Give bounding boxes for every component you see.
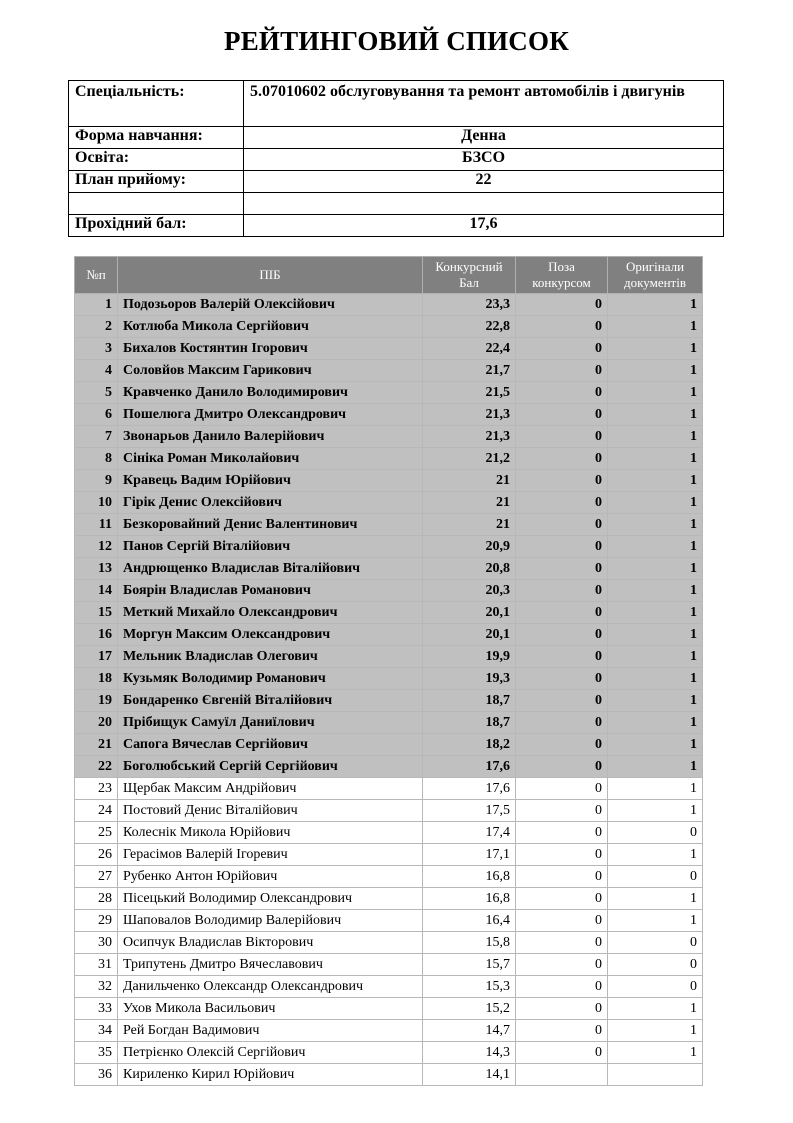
- row-number: 19: [75, 690, 118, 712]
- competition-score: 19,9: [423, 646, 516, 668]
- original-documents: 1: [608, 580, 703, 602]
- original-documents: 1: [608, 1042, 703, 1064]
- table-row: [75, 448, 703, 470]
- passing-score-value: 17,6: [244, 215, 724, 237]
- applicant-name: Мельник Владислав Олегович: [118, 646, 423, 668]
- table-row: [75, 1020, 703, 1042]
- original-documents: 1: [608, 294, 703, 316]
- original-documents: 1: [608, 492, 703, 514]
- admission-plan-label: План прийому:: [69, 171, 244, 193]
- competition-score: 14,1: [423, 1064, 516, 1086]
- table-row: [75, 602, 703, 624]
- applicant-name: Кравченко Данило Володимирович: [118, 382, 423, 404]
- table-header-row: [75, 257, 703, 294]
- applicant-name: Соловйов Максим Гарикович: [118, 360, 423, 382]
- original-documents: 1: [608, 646, 703, 668]
- original-documents: 1: [608, 910, 703, 932]
- applicant-name: Андрющенко Владислав Віталійович: [118, 558, 423, 580]
- applicant-name: Герасімов Валерій Ігоревич: [118, 844, 423, 866]
- row-number: 8: [75, 448, 118, 470]
- original-documents: 1: [608, 470, 703, 492]
- original-documents: 1: [608, 1020, 703, 1042]
- competition-score: 21,3: [423, 404, 516, 426]
- applicant-name: Кравець Вадим Юрійович: [118, 470, 423, 492]
- table-row: [75, 558, 703, 580]
- row-number: 13: [75, 558, 118, 580]
- out-of-competition: 0: [516, 800, 608, 822]
- original-documents: 1: [608, 602, 703, 624]
- out-of-competition: 0: [516, 316, 608, 338]
- table-row: [75, 932, 703, 954]
- competition-score: 15,2: [423, 998, 516, 1020]
- applicant-name: Осипчук Владислав Вікторович: [118, 932, 423, 954]
- table-row: [75, 338, 703, 360]
- row-number: 10: [75, 492, 118, 514]
- applicant-name: Боголюбський Сергій Сергійович: [118, 756, 423, 778]
- row-number: 26: [75, 844, 118, 866]
- out-of-competition: 0: [516, 558, 608, 580]
- original-documents: 1: [608, 668, 703, 690]
- header-originals: Оригінали документів: [608, 257, 703, 294]
- applicant-name: Щербак Максим Андрійович: [118, 778, 423, 800]
- out-of-competition: 0: [516, 536, 608, 558]
- applicant-name: Данильченко Олександр Олександрович: [118, 976, 423, 998]
- row-number: 14: [75, 580, 118, 602]
- applicant-name: Колеснік Микола Юрійович: [118, 822, 423, 844]
- applicant-name: Котлюба Микола Сергійович: [118, 316, 423, 338]
- applicant-name: Моргун Максим Олександрович: [118, 624, 423, 646]
- header-number: №п: [75, 257, 118, 294]
- original-documents: 0: [608, 976, 703, 998]
- original-documents: 1: [608, 712, 703, 734]
- out-of-competition: 0: [516, 932, 608, 954]
- table-row: [75, 360, 703, 382]
- original-documents: 0: [608, 822, 703, 844]
- table-row: [75, 1042, 703, 1064]
- competition-score: 16,8: [423, 866, 516, 888]
- out-of-competition: 0: [516, 602, 608, 624]
- original-documents: 1: [608, 426, 703, 448]
- competition-score: 21,7: [423, 360, 516, 382]
- row-number: 28: [75, 888, 118, 910]
- original-documents: 1: [608, 734, 703, 756]
- competition-score: 20,3: [423, 580, 516, 602]
- applicant-name: Бондаренко Євгеній Віталійович: [118, 690, 423, 712]
- applicant-name: Меткий Михайло Олександрович: [118, 602, 423, 624]
- table-row: [75, 888, 703, 910]
- competition-score: 21,5: [423, 382, 516, 404]
- out-of-competition: 0: [516, 646, 608, 668]
- applicant-name: Звонарьов Данило Валерійович: [118, 426, 423, 448]
- out-of-competition: 0: [516, 294, 608, 316]
- competition-score: 14,3: [423, 1042, 516, 1064]
- competition-score: 20,9: [423, 536, 516, 558]
- row-number: 5: [75, 382, 118, 404]
- table-row: [75, 954, 703, 976]
- applicant-name: Трипутень Дмитро Вячеславович: [118, 954, 423, 976]
- out-of-competition: 0: [516, 734, 608, 756]
- header-name: ПІБ: [118, 257, 423, 294]
- competition-score: 21: [423, 514, 516, 536]
- out-of-competition: 0: [516, 426, 608, 448]
- competition-score: 21: [423, 470, 516, 492]
- applicant-name: Пісецький Володимир Олександрович: [118, 888, 423, 910]
- row-number: 25: [75, 822, 118, 844]
- row-number: 20: [75, 712, 118, 734]
- out-of-competition: [516, 1064, 608, 1086]
- competition-score: 18,2: [423, 734, 516, 756]
- competition-score: 20,1: [423, 624, 516, 646]
- competition-score: 16,8: [423, 888, 516, 910]
- table-row: [75, 294, 703, 316]
- out-of-competition: 0: [516, 866, 608, 888]
- competition-score: 21: [423, 492, 516, 514]
- applicant-name: Боярін Владислав Романович: [118, 580, 423, 602]
- original-documents: 1: [608, 316, 703, 338]
- out-of-competition: 0: [516, 712, 608, 734]
- table-row: [75, 756, 703, 778]
- original-documents: 1: [608, 690, 703, 712]
- original-documents: 1: [608, 778, 703, 800]
- original-documents: 0: [608, 866, 703, 888]
- out-of-competition: 0: [516, 998, 608, 1020]
- original-documents: 1: [608, 338, 703, 360]
- applicant-name: Ухов Микола Васильович: [118, 998, 423, 1020]
- applicant-name: Пошелюга Дмитро Олександрович: [118, 404, 423, 426]
- out-of-competition: 0: [516, 514, 608, 536]
- header-out-of-competition: Поза конкурсом: [516, 257, 608, 294]
- applicant-name: Прібищук Самуїл Даниїлович: [118, 712, 423, 734]
- table-row: [75, 778, 703, 800]
- competition-score: 19,3: [423, 668, 516, 690]
- education-label: Освіта:: [69, 149, 244, 171]
- competition-score: 22,4: [423, 338, 516, 360]
- row-number: 32: [75, 976, 118, 998]
- original-documents: 0: [608, 954, 703, 976]
- competition-score: 21,3: [423, 426, 516, 448]
- row-number: 15: [75, 602, 118, 624]
- out-of-competition: 0: [516, 822, 608, 844]
- original-documents: 1: [608, 558, 703, 580]
- out-of-competition: 0: [516, 624, 608, 646]
- original-documents: 1: [608, 448, 703, 470]
- table-row: [75, 976, 703, 998]
- out-of-competition: 0: [516, 888, 608, 910]
- original-documents: 1: [608, 624, 703, 646]
- out-of-competition: 0: [516, 910, 608, 932]
- out-of-competition: 0: [516, 492, 608, 514]
- competition-score: 21,2: [423, 448, 516, 470]
- table-row: [75, 1064, 703, 1086]
- table-row: [75, 734, 703, 756]
- page-title: РЕЙТИНГОВИЙ СПИСОК: [224, 26, 569, 56]
- original-documents: 1: [608, 756, 703, 778]
- applicant-name: Шаповалов Володимир Валерійович: [118, 910, 423, 932]
- table-row: [75, 822, 703, 844]
- original-documents: 1: [608, 360, 703, 382]
- rating-table: [74, 256, 703, 1086]
- original-documents: 0: [608, 932, 703, 954]
- applicant-name: Петрієнко Олексій Сергійович: [118, 1042, 423, 1064]
- table-row: [75, 536, 703, 558]
- empty-cell: [244, 193, 724, 215]
- specialty-value: 5.07010602 обслуговування та ремонт автомобілів і двигунів: [244, 81, 724, 127]
- out-of-competition: 0: [516, 338, 608, 360]
- table-row: [75, 382, 703, 404]
- row-number: 22: [75, 756, 118, 778]
- table-row: [75, 800, 703, 822]
- applicant-name: Гірік Денис Олексійович: [118, 492, 423, 514]
- competition-score: 22,8: [423, 316, 516, 338]
- row-number: 35: [75, 1042, 118, 1064]
- table-row: [75, 316, 703, 338]
- applicant-name: Бихалов Костянтин Ігорович: [118, 338, 423, 360]
- original-documents: 1: [608, 514, 703, 536]
- admission-plan-value: 22: [244, 171, 724, 193]
- original-documents: [608, 1064, 703, 1086]
- education-value: БЗСО: [244, 149, 724, 171]
- competition-score: 16,4: [423, 910, 516, 932]
- row-number: 34: [75, 1020, 118, 1042]
- out-of-competition: 0: [516, 580, 608, 602]
- out-of-competition: 0: [516, 360, 608, 382]
- study-form-value: Денна: [244, 127, 724, 149]
- study-form-label: Форма навчання:: [69, 127, 244, 149]
- competition-score: 17,6: [423, 778, 516, 800]
- applicant-name: Сініка Роман Миколайович: [118, 448, 423, 470]
- out-of-competition: 0: [516, 976, 608, 998]
- row-number: 33: [75, 998, 118, 1020]
- out-of-competition: 0: [516, 1042, 608, 1064]
- competition-score: 17,5: [423, 800, 516, 822]
- row-number: 4: [75, 360, 118, 382]
- applicant-name: Сапога Вячеслав Сергійович: [118, 734, 423, 756]
- row-number: 23: [75, 778, 118, 800]
- table-row: [75, 844, 703, 866]
- table-row: [75, 426, 703, 448]
- table-row: [75, 404, 703, 426]
- out-of-competition: 0: [516, 404, 608, 426]
- out-of-competition: 0: [516, 470, 608, 492]
- table-row: [75, 514, 703, 536]
- applicant-name: Панов Сергій Віталійович: [118, 536, 423, 558]
- table-row: [75, 646, 703, 668]
- table-row: [75, 470, 703, 492]
- applicant-name: Кириленко Кирил Юрійович: [118, 1064, 423, 1086]
- table-row: [75, 712, 703, 734]
- competition-score: 15,3: [423, 976, 516, 998]
- applicant-name: Безкоровайний Денис Валентинович: [118, 514, 423, 536]
- row-number: 16: [75, 624, 118, 646]
- row-number: 18: [75, 668, 118, 690]
- applicant-name: Кузьмяк Володимир Романович: [118, 668, 423, 690]
- row-number: 21: [75, 734, 118, 756]
- original-documents: 1: [608, 998, 703, 1020]
- original-documents: 1: [608, 800, 703, 822]
- competition-score: 17,1: [423, 844, 516, 866]
- original-documents: 1: [608, 382, 703, 404]
- specialty-label: Спеціальність:: [69, 81, 244, 127]
- competition-score: 20,8: [423, 558, 516, 580]
- competition-score: 15,7: [423, 954, 516, 976]
- out-of-competition: 0: [516, 690, 608, 712]
- original-documents: 1: [608, 404, 703, 426]
- header-score: Конкурсний Бал: [423, 257, 516, 294]
- row-number: 2: [75, 316, 118, 338]
- applicant-name: Постовий Денис Віталійович: [118, 800, 423, 822]
- out-of-competition: 0: [516, 844, 608, 866]
- row-number: 12: [75, 536, 118, 558]
- applicant-name: Рей Богдан Вадимович: [118, 1020, 423, 1042]
- empty-cell: [69, 193, 244, 215]
- applicant-name: Подозьоров Валерій Олексійович: [118, 294, 423, 316]
- table-row: [75, 624, 703, 646]
- original-documents: 1: [608, 844, 703, 866]
- out-of-competition: 0: [516, 756, 608, 778]
- table-row: [75, 492, 703, 514]
- table-row: [75, 866, 703, 888]
- row-number: 27: [75, 866, 118, 888]
- original-documents: 1: [608, 888, 703, 910]
- competition-score: 18,7: [423, 712, 516, 734]
- competition-score: 17,6: [423, 756, 516, 778]
- out-of-competition: 0: [516, 382, 608, 404]
- table-row: [75, 690, 703, 712]
- original-documents: 1: [608, 536, 703, 558]
- competition-score: 15,8: [423, 932, 516, 954]
- competition-score: 23,3: [423, 294, 516, 316]
- row-number: 3: [75, 338, 118, 360]
- competition-score: 17,4: [423, 822, 516, 844]
- row-number: 24: [75, 800, 118, 822]
- admission-info-table: [68, 80, 724, 237]
- row-number: 1: [75, 294, 118, 316]
- out-of-competition: 0: [516, 668, 608, 690]
- row-number: 36: [75, 1064, 118, 1086]
- out-of-competition: 0: [516, 448, 608, 470]
- competition-score: 20,1: [423, 602, 516, 624]
- table-row: [75, 910, 703, 932]
- applicant-name: Рубенко Антон Юрійович: [118, 866, 423, 888]
- row-number: 9: [75, 470, 118, 492]
- table-row: [75, 668, 703, 690]
- out-of-competition: 0: [516, 954, 608, 976]
- row-number: 6: [75, 404, 118, 426]
- row-number: 7: [75, 426, 118, 448]
- passing-score-label: Прохідний бал:: [69, 215, 244, 237]
- row-number: 11: [75, 514, 118, 536]
- row-number: 30: [75, 932, 118, 954]
- out-of-competition: 0: [516, 778, 608, 800]
- out-of-competition: 0: [516, 1020, 608, 1042]
- table-row: [75, 580, 703, 602]
- table-row: [75, 998, 703, 1020]
- row-number: 17: [75, 646, 118, 668]
- competition-score: 18,7: [423, 690, 516, 712]
- competition-score: 14,7: [423, 1020, 516, 1042]
- row-number: 31: [75, 954, 118, 976]
- row-number: 29: [75, 910, 118, 932]
